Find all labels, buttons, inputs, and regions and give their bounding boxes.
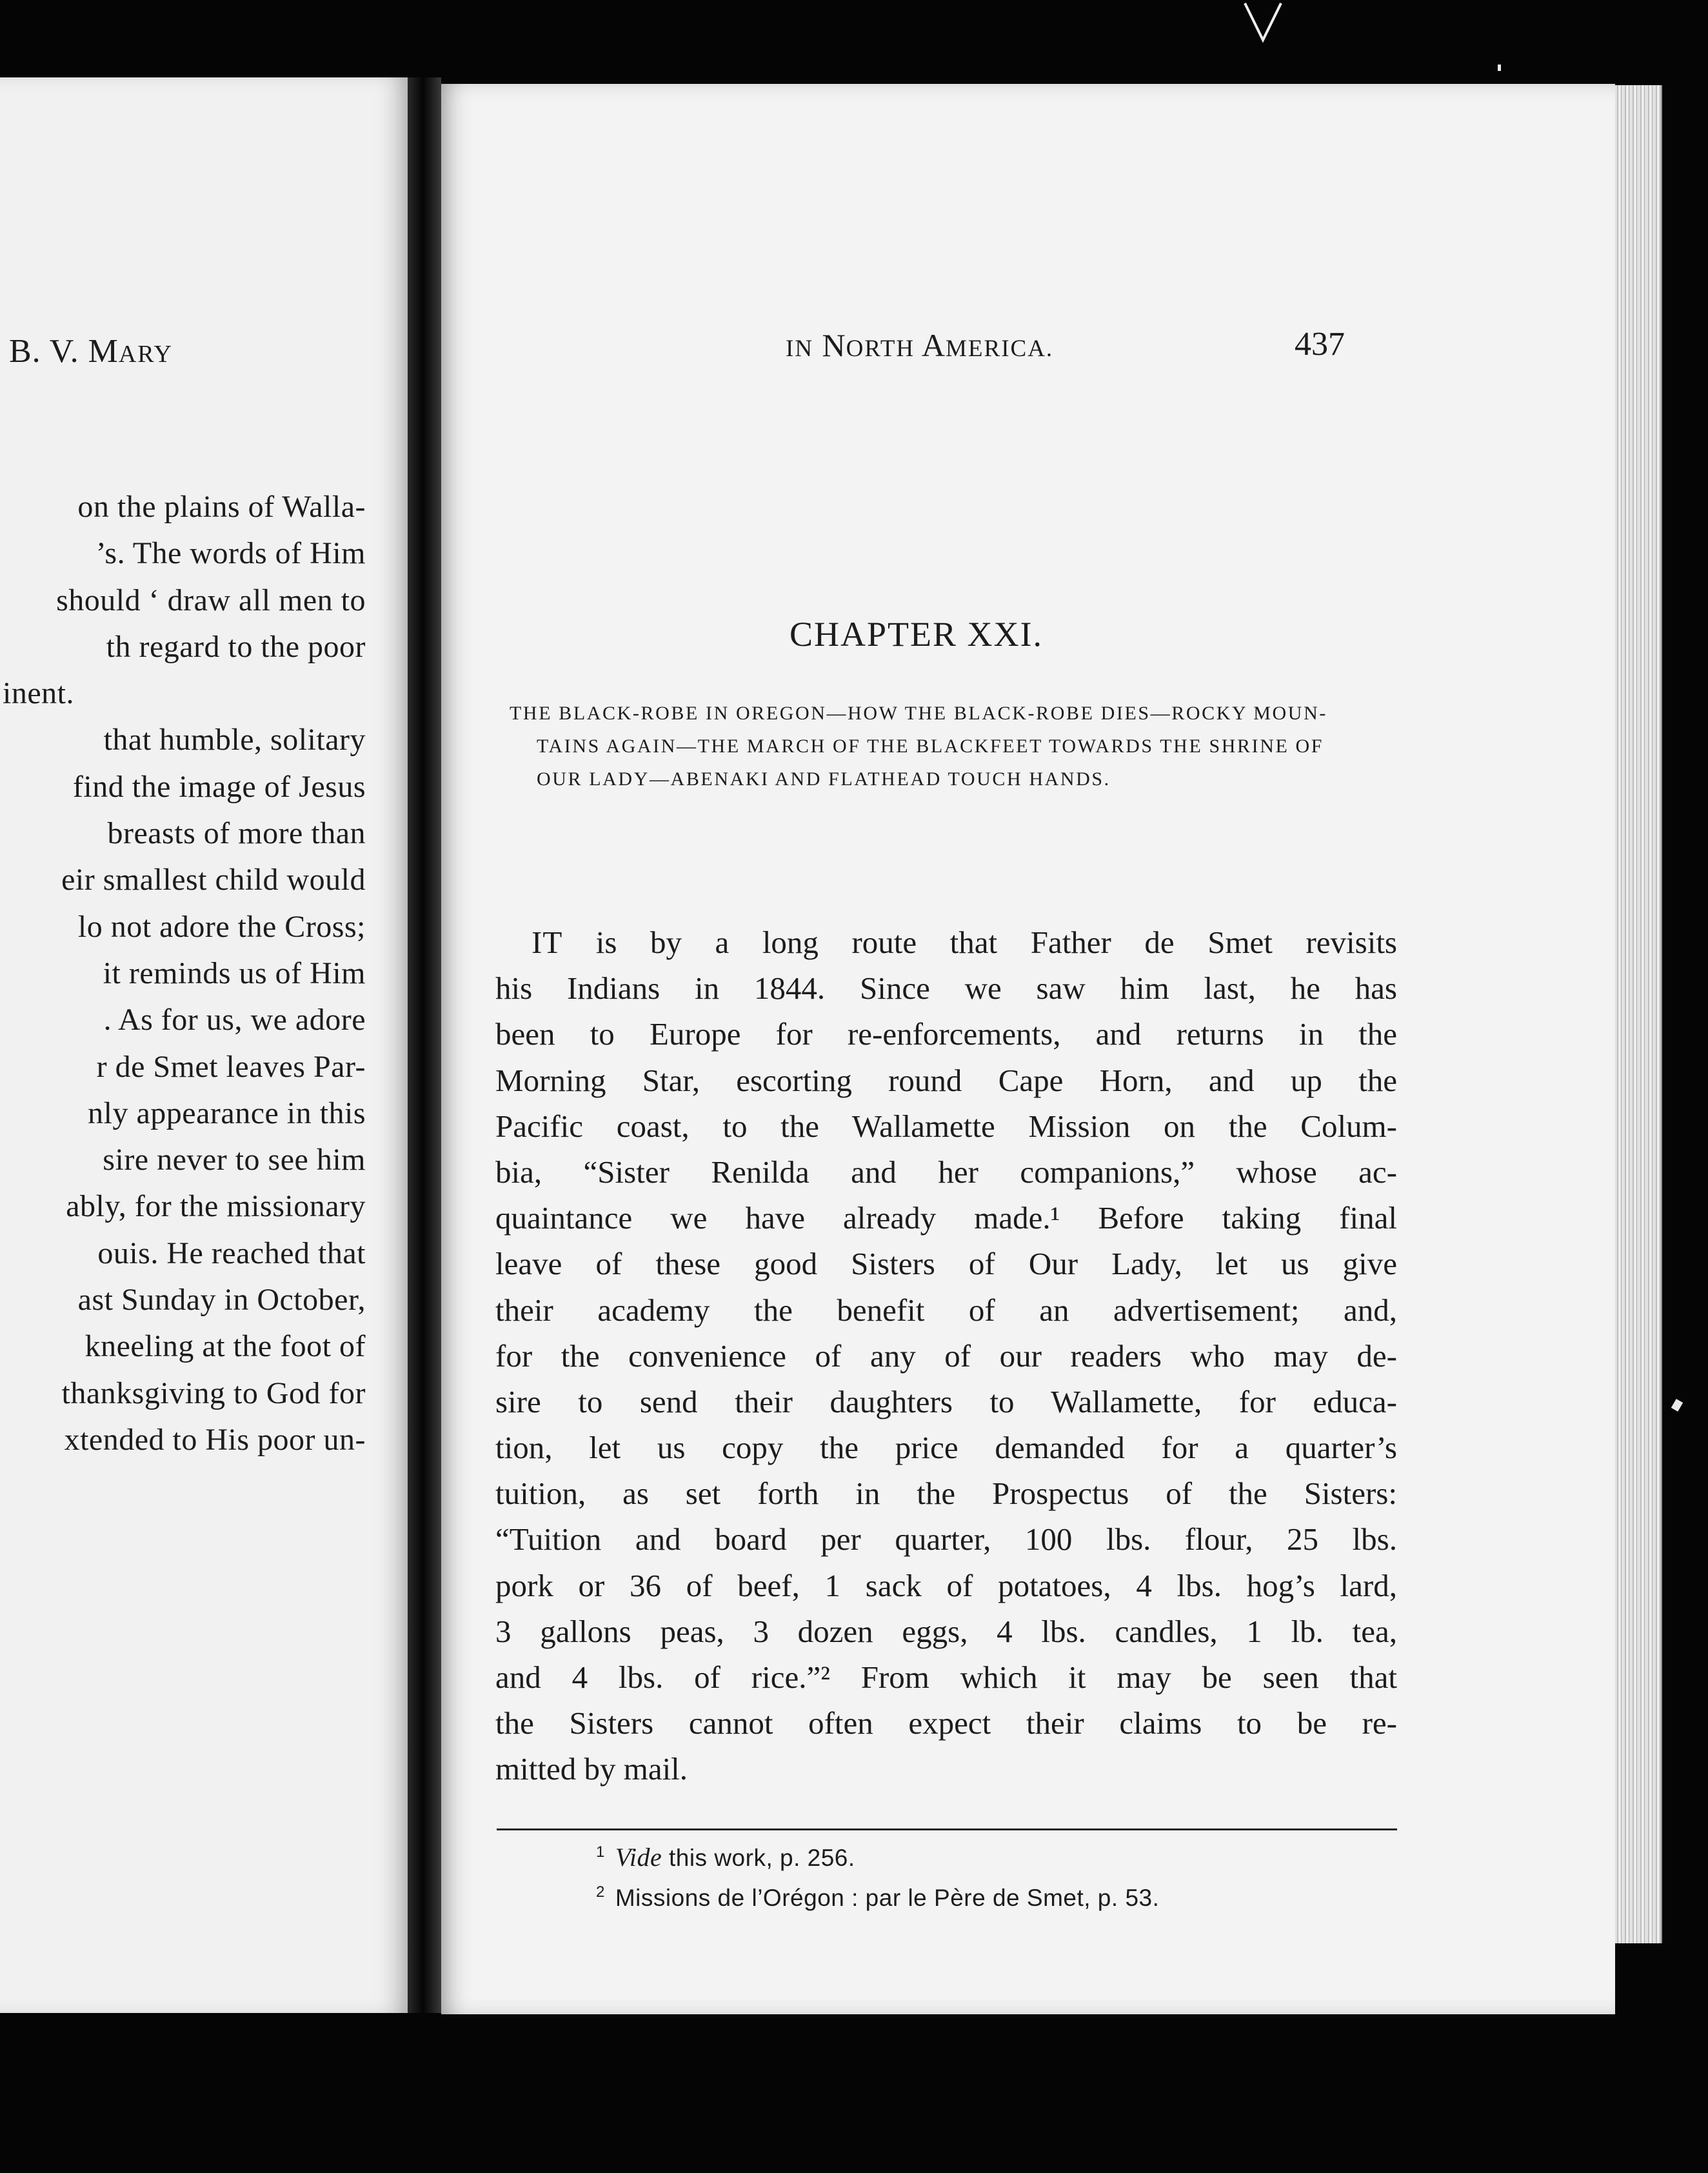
body-text-line: for the convenience of any of our readers who may de- <box>495 1337 1397 1374</box>
body-text <box>495 919 1397 1792</box>
body-text-line: Morning Star, escorting round Cape Horn, and up the <box>495 1062 1397 1098</box>
left-facing-page <box>0 77 408 2013</box>
footnote-marker: 2 <box>596 1883 605 1901</box>
chapter-summary-line: THE BLACK-ROBE IN OREGON—HOW THE BLACK-ROBE DIES—ROCKY MOUN- <box>510 703 1327 724</box>
body-text-line: 3 gallons peas, 3 dozen eggs, 4 lbs. candles, 1 lb. tea, <box>495 1613 1397 1649</box>
left-text-line: find the image of Jesus <box>72 769 366 804</box>
left-text-line: ’s. The words of Him <box>95 536 366 571</box>
body-text-line: bia, “Sister Renilda and her companions,” whose ac- <box>495 1154 1397 1190</box>
chapter-summary-line: TAINS AGAIN—THE MARCH OF THE BLACKFEET TOWARDS THE SHRINE OF <box>537 736 1324 757</box>
footnote <box>596 1832 1159 1872</box>
running-head-in: IN <box>786 335 814 362</box>
body-text-line: sire to send their daughters to Wallamette, for educa- <box>495 1383 1397 1419</box>
chapter-summary-line: OUR LADY—ABENAKI AND FLATHEAD TOUCH HANDS. <box>537 768 1111 790</box>
left-text-line: nly appearance in this <box>88 1096 366 1130</box>
left-text-line: breasts of more than <box>107 816 366 851</box>
chapter-summary <box>510 697 1411 796</box>
footnote <box>596 1872 1159 1912</box>
running-head-orth: ORTH <box>846 335 915 362</box>
left-text-line: r de Smet leaves Par- <box>96 1049 366 1084</box>
body-text-line: his Indians in 1844. Since we saw him last, he has <box>495 970 1397 1006</box>
body-text-line: their academy the benefit of an advertisement; and, <box>495 1292 1397 1328</box>
body-text-line: pork or 36 of beef, 1 sack of potatoes, 4 lbs. hog’s lard, <box>495 1567 1397 1603</box>
body-text-line: “Tuition and board per quarter, 100 lbs. flour, 25 lbs. <box>495 1521 1397 1557</box>
body-opening-caps: IT <box>531 925 563 960</box>
left-text-line: . As for us, we adore <box>103 1003 366 1037</box>
left-text-line: lo not adore the Cross; <box>77 909 366 944</box>
left-text-line: th regard to the poor <box>106 629 366 664</box>
running-head <box>786 326 1053 364</box>
footnote-rule <box>497 1828 1397 1830</box>
scan-speck <box>1671 1399 1683 1412</box>
left-text-line: it reminds us of Him <box>103 956 366 990</box>
body-text-line: and 4 lbs. of rice.”² From which it may be seen that <box>495 1659 1397 1695</box>
left-text-line: on the plains of Walla- <box>77 490 366 524</box>
footnote-marker: 1 <box>596 1843 605 1861</box>
page-number: 437 <box>1295 326 1345 363</box>
body-text-line: the Sisters cannot often expect their claims to be re- <box>495 1705 1397 1741</box>
body-text-line: been to Europe for re-enforcements, and returns in the <box>495 1016 1397 1052</box>
left-text-line: ably, for the missionary <box>66 1189 366 1224</box>
body-text-line: Pacific coast, to the Wallamette Mission on the Colum- <box>495 1108 1397 1144</box>
body-text-line: tion, let us copy the price demanded for a quarter’s <box>495 1430 1397 1466</box>
scan-speck <box>1498 65 1501 71</box>
footnote-italic: Vide <box>615 1843 662 1872</box>
running-head-merica: MERICA. <box>946 335 1054 362</box>
left-page-text <box>0 484 366 1463</box>
left-text-line: that humble, solitary <box>103 723 366 757</box>
right-page <box>441 84 1615 2014</box>
body-opening-rest: is by a long route that Father de Smet revisits <box>562 925 1397 960</box>
running-head-A: A <box>921 327 946 363</box>
footnote-text: Missions de l’Orégon : par le Père de Smet, p. 53. <box>615 1885 1160 1911</box>
body-text-line: tuition, as set forth in the Prospectus of the Sisters: <box>495 1476 1397 1512</box>
left-text-line: kneeling at the foot of <box>84 1329 366 1364</box>
body-text-line <box>495 919 1397 965</box>
left-text-line: eir smallest child would <box>61 863 366 897</box>
left-text-line: inent. <box>3 676 74 711</box>
scan-corner-mark <box>1238 0 1290 52</box>
footnote-text: this work, p. 256. <box>662 1845 855 1871</box>
body-text-line: mitted by mail. <box>495 1751 688 1787</box>
body-text-line: quaintance we have already made.¹ Before taking final <box>495 1200 1397 1236</box>
left-text-line: sire never to see him <box>103 1143 366 1177</box>
book-gutter <box>408 77 441 2013</box>
footnotes <box>596 1832 1159 1912</box>
left-text-line: thanksgiving to God for <box>61 1376 366 1410</box>
left-running-head-smallcaps: ARY <box>118 341 173 368</box>
running-head-N: N <box>822 327 846 363</box>
left-text-line: ast Sunday in October, <box>77 1283 366 1317</box>
chapter-title: CHAPTER XXI. <box>789 615 1044 654</box>
left-running-head <box>9 332 173 370</box>
left-running-head-text: B. V. M <box>9 333 119 370</box>
left-text-line: xtended to His poor un- <box>64 1422 366 1457</box>
body-text-line: leave of these good Sisters of Our Lady, let us give <box>495 1246 1397 1282</box>
left-text-line: ouis. He reached that <box>97 1236 366 1270</box>
left-text-line: should ‘ draw all men to <box>56 583 366 617</box>
